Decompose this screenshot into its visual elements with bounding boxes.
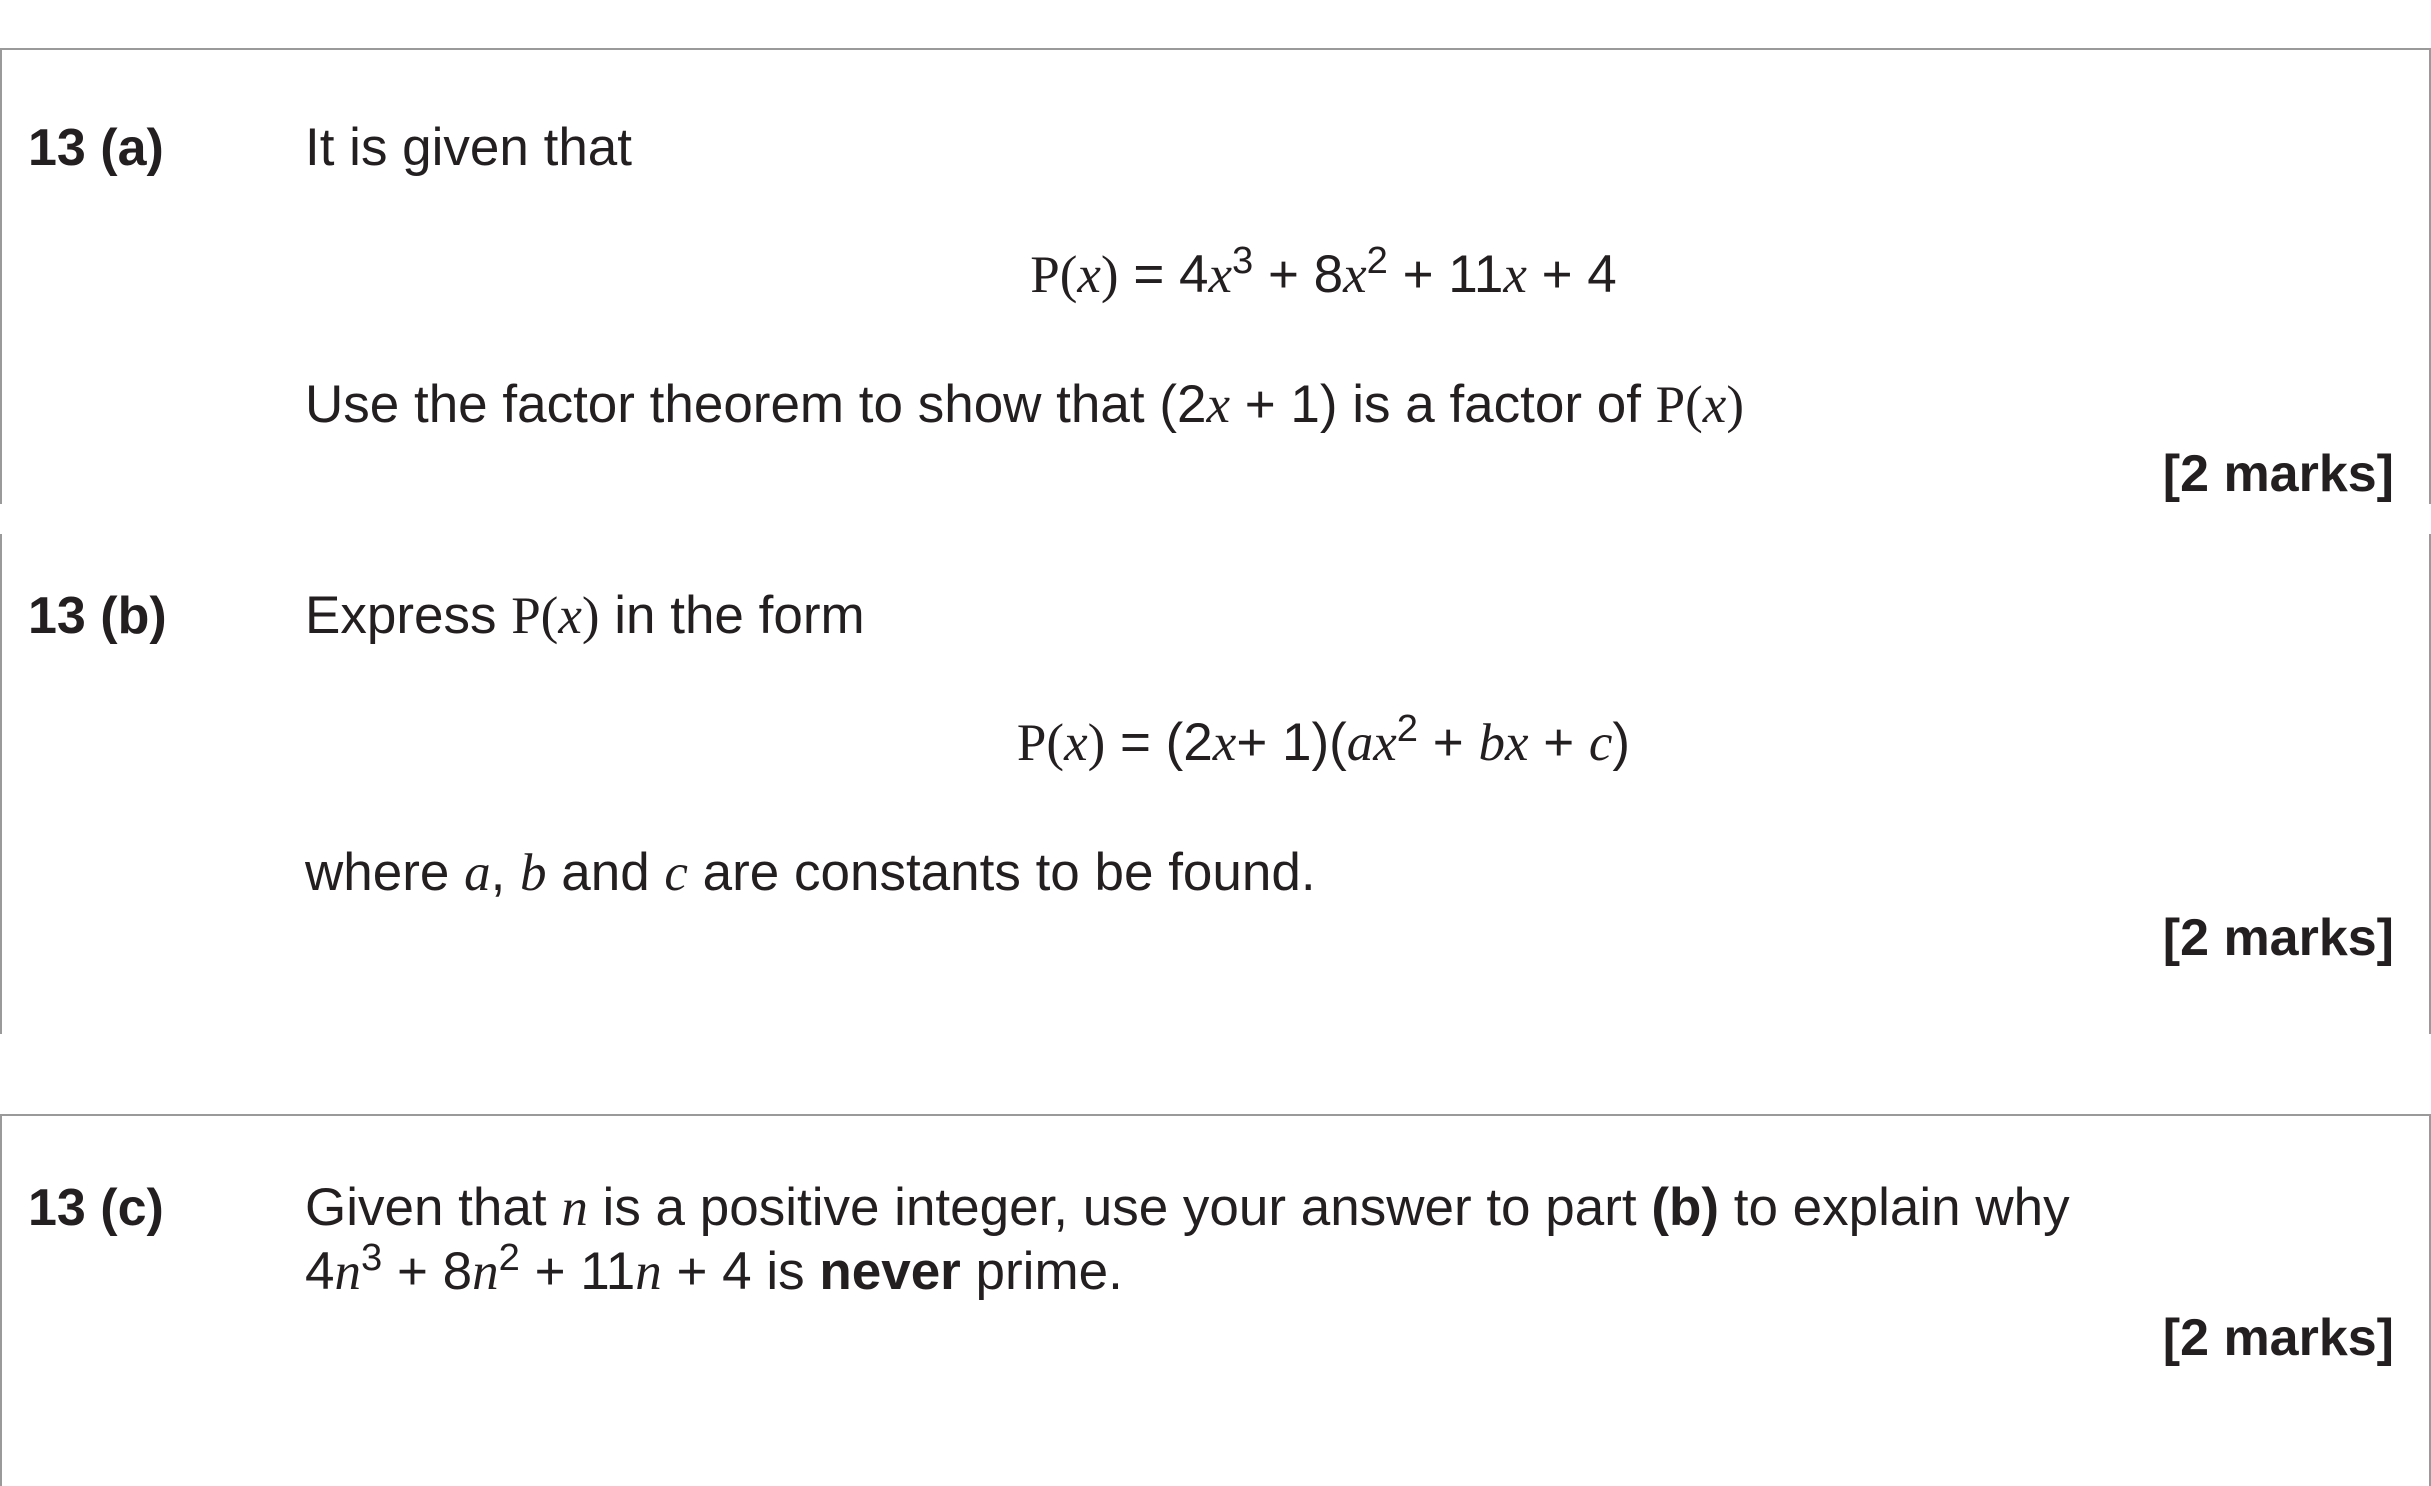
question-13a-box — [0, 48, 2431, 504]
question-13a-intro: It is given that — [305, 118, 633, 177]
question-number-13b: 13 (b) — [28, 587, 167, 645]
question-13b-marks: [2 marks] — [2162, 909, 2394, 967]
question-13b-box — [0, 534, 2431, 1034]
question-number-13a: 13 (a) — [28, 119, 164, 177]
question-13a-marks: [2 marks] — [2162, 445, 2394, 503]
question-13b-where: where a, b and c are constants to be found. — [305, 843, 1316, 902]
question-number-13c: 13 (c) — [28, 1179, 164, 1237]
question-13b-intro: Express P(x) in the form — [305, 586, 865, 645]
question-13a-task: Use the factor theorem to show that (2x + 1) is a factor of P(x) — [305, 375, 1744, 434]
question-13c-line2: $4n^3 + 8n^2 + 11n + 4$ is never prime. — [305, 1235, 1123, 1301]
polynomial-definition-equation: $P(x) = 4x^3 + 8x^2 + 11x + 4$ — [1030, 238, 1617, 304]
question-13c-marks: [2 marks] — [2162, 1309, 2394, 1367]
factorised-form-equation: $P(x) = (2x+ 1)(ax^2$ + bx + c) — [1016, 706, 1631, 772]
question-13c-box — [0, 1114, 2431, 1486]
question-13c-line1: Given that n is a positive integer, use your answer to part (b) to explain why — [305, 1178, 2070, 1237]
